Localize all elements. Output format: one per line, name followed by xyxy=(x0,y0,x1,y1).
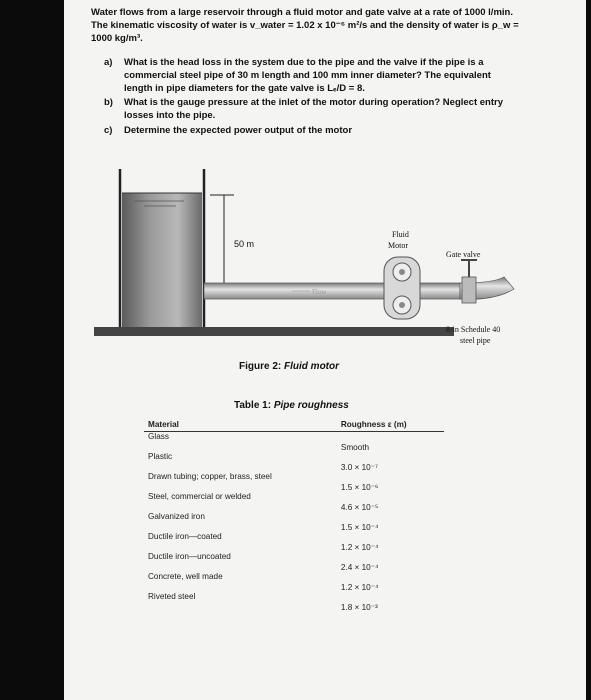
question-label: c) xyxy=(104,125,113,136)
question-a xyxy=(104,56,491,95)
reservoir-water xyxy=(122,193,202,327)
fluid-motor xyxy=(384,257,420,319)
pipe-label: 8-in Schedule 40 xyxy=(446,325,501,334)
header-roughness: Roughness ε (m) xyxy=(331,418,444,432)
material-cell: Plastic xyxy=(148,452,173,461)
pipe-roughness-table xyxy=(144,418,444,612)
roughness-cell: 1.8 × 10⁻³ xyxy=(340,603,378,612)
question-label: b) xyxy=(104,97,113,108)
table-row xyxy=(144,432,444,453)
roughness-cell: Smooth xyxy=(340,443,370,452)
table-row xyxy=(144,472,444,492)
valve-label: Gate valve xyxy=(446,250,481,259)
table-header-row xyxy=(144,418,444,432)
roughness-cell: 3.0 × 10⁻⁷ xyxy=(340,463,378,472)
material-cell: Drawn tubing; copper, brass, steel xyxy=(148,472,272,481)
roughness-cell: 2.4 × 10⁻⁴ xyxy=(340,563,379,572)
fluid-motor-figure xyxy=(84,165,524,355)
question-label: a) xyxy=(104,57,113,68)
question-line: What is the head loss in the system due to the pipe and the valve if the pipe is a xyxy=(124,57,484,68)
roughness-cell: 1.5 × 10⁻⁴ xyxy=(340,523,379,532)
height-label: 50 m xyxy=(234,239,255,249)
material-cell: Riveted steel xyxy=(148,592,196,601)
problem-line: Water flows from a large reservoir through a fluid motor and gate valve at a rate of 1000 l/min. xyxy=(91,7,513,18)
table-row xyxy=(144,532,444,552)
ground-slab xyxy=(94,327,454,336)
material-cell: Concrete, well made xyxy=(148,572,223,581)
material-cell: Ductile iron—coated xyxy=(148,532,222,541)
gate-valve xyxy=(461,260,477,303)
table-row xyxy=(144,452,444,472)
problem-statement xyxy=(91,6,519,45)
question-line: Determine the expected power output of the motor xyxy=(124,125,353,136)
question-line: What is the gauge pressure at the inlet of the motor during operation? Neglect entry xyxy=(124,97,503,108)
motor-label: Fluid xyxy=(392,230,409,239)
header-material: Material xyxy=(144,418,331,432)
problem-line: The kinematic viscosity of water is v_water = 1.02 x 10⁻⁶ m²/s and the density of water is ρ_w = xyxy=(91,20,519,31)
motor-label: Motor xyxy=(388,241,408,250)
figure-caption: Figure 2: Fluid motor xyxy=(239,361,340,372)
table-row xyxy=(144,512,444,532)
flow-label: Flow xyxy=(312,288,327,296)
question-c xyxy=(104,124,352,137)
table-row xyxy=(144,572,444,592)
table-caption: Table 1: Pipe roughness xyxy=(234,400,349,411)
question-b xyxy=(104,96,503,122)
question-line: length in pipe diameters for the gate valve is Lₑ/D = 8. xyxy=(124,83,365,94)
roughness-cell: 1.2 × 10⁻⁴ xyxy=(340,583,379,592)
pipe-label: steel pipe xyxy=(460,336,491,345)
roughness-cell: 1.5 × 10⁻⁶ xyxy=(340,483,379,492)
question-line: losses into the pipe. xyxy=(124,110,216,121)
material-cell: Ductile iron—uncoated xyxy=(148,552,231,561)
roughness-cell: 1.2 × 10⁻⁴ xyxy=(340,543,379,552)
table-row xyxy=(144,492,444,512)
roughness-cell: 4.6 × 10⁻⁵ xyxy=(340,503,379,512)
document-page xyxy=(64,0,586,700)
material-cell: Galvanized iron xyxy=(148,512,205,521)
material-cell: Glass xyxy=(148,432,169,441)
table-row xyxy=(144,592,444,612)
material-cell: Steel, commercial or welded xyxy=(148,492,251,501)
table-row xyxy=(144,552,444,572)
problem-line: 1000 kg/m³. xyxy=(91,33,143,44)
question-line: commercial steel pipe of 30 m length and 100 mm inner diameter? The equivalent xyxy=(124,70,491,81)
